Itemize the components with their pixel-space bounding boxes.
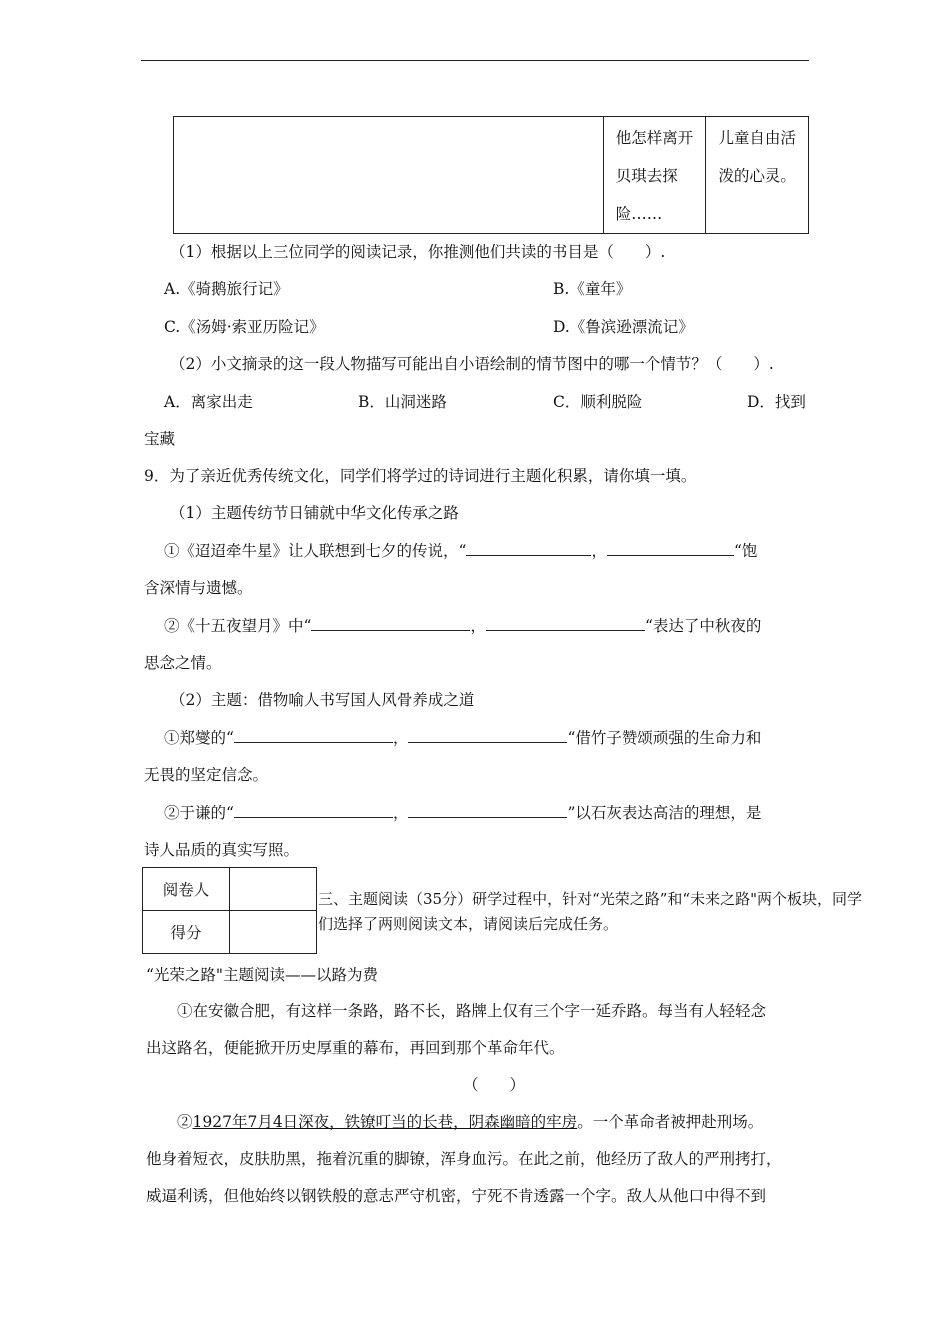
q2-stem: （2）小文摘录的这一段人物描写可能出自小语绘制的情节图中的哪一个情节？（ ）. [170, 355, 774, 373]
score-label: 得分 [143, 911, 230, 954]
answer-blank[interactable] [607, 541, 734, 556]
q9-item3: ①郑燮的“ ， “借竹子赞颂顽强的生命力和 [164, 729, 762, 747]
q2-option-c: C．顺利脱险 [553, 393, 643, 411]
answer-blank[interactable] [408, 803, 567, 818]
q9-item2-cont: 思念之情。 [144, 654, 222, 672]
q2-option-b: B．山洞迷路 [358, 393, 447, 411]
q9-item4: ②于谦的“ ， ”以石灰表达高洁的理想，是 [164, 804, 762, 822]
q2-option-a: A．离家出走 [164, 393, 253, 411]
answer-blank[interactable] [234, 803, 393, 818]
q9-sub2: （2）主题：借物喻人书写国人风骨养成之道 [170, 691, 475, 709]
q1-option-a: A.《骑鹅旅行记》 [164, 280, 289, 298]
q1-option-d: D.《鲁滨逊漂流记》 [553, 318, 694, 336]
reading-blank-paren: （ ） [463, 1076, 526, 1094]
table-cell-theme [706, 117, 809, 234]
q2-option-d: D．找到 [747, 393, 806, 411]
section3-line1: 三、主题阅读（35分）研学过程中，针对“光荣之路”和“未来之路"两个板块，同学 [318, 890, 862, 908]
reading-p2-line3: 威逼利诱，但他始终以钢铁般的意志严守机密，宁死不肯透露一个字。敌人从他口中得不到 [146, 1187, 767, 1205]
answer-blank[interactable] [311, 616, 470, 631]
score-table [142, 867, 317, 954]
q9-item2: ②《十五夜望月》中“ ， “表达了中秋夜的 [164, 617, 762, 635]
q1-stem: （1）根据以上三位同学的阅读记录，你推测他们共读的书目是（ ）. [170, 243, 666, 261]
reading-p2-line1: ②1927年7月4日深夜，铁镣叮当的长巷，阴森幽暗的牢房。一个革命者被押赴刑场。 [177, 1113, 764, 1131]
table-text: 泼的心灵。 [718, 167, 796, 185]
underlined-phrase: 1927年7月4日深夜，铁镣叮当的长巷，阴森幽暗的牢房 [192, 1113, 578, 1131]
table-text: 他怎样离开 [615, 129, 694, 147]
q2-option-d-cont: 宝藏 [144, 430, 176, 448]
q9-title: 9．为了亲近优秀传统文化，同学们将学过的诗词进行主题化积累，请你填一填。 [144, 467, 697, 485]
score-field[interactable] [230, 911, 317, 954]
table-text: 险…… [615, 205, 663, 223]
reading-title: “光荣之路"主题阅读——以路为费 [146, 966, 379, 984]
section3-line2: 们选择了两则阅读文本，请阅读后完成任务。 [318, 915, 619, 933]
answer-blank[interactable] [234, 728, 393, 743]
table-cell-empty [174, 117, 604, 234]
table-text: 贝琪去探 [615, 167, 678, 185]
header-rule [141, 60, 809, 61]
table-text: 儿童自由活 [718, 129, 796, 147]
reviewer-field[interactable] [230, 868, 317, 911]
q9-sub1: （1）主题传纺节日铺就中华文化传承之路 [170, 504, 459, 522]
q9-item1: ①《迢迢牵牛星》让人联想到七夕的传说，“ ， “饱 [164, 542, 758, 560]
q1-option-c: C.《汤姆·索亚历险记》 [164, 318, 325, 336]
q9-item4-cont: 诗人品质的真实写照。 [144, 841, 300, 859]
reading-p1-line1: ①在安徽合肥，有这样一条路，路不长，路牌上仅有三个字一延乔路。每当有人轻轻念 [177, 1002, 767, 1020]
answer-blank[interactable] [486, 616, 645, 631]
q9-item3-cont: 无畏的坚定信念。 [144, 766, 269, 784]
answer-blank[interactable] [408, 728, 567, 743]
reading-p2-line2: 他身着短衣，皮肤肋黑，拖着沉重的脚镣，浑身血污。在此之前，他经历了敌人的严刑拷打， [146, 1150, 782, 1168]
table-cell-plot [603, 117, 706, 234]
q9-item1-cont: 含深情与遗憾。 [144, 579, 253, 597]
reading-record-table [173, 116, 809, 234]
q1-option-b: B.《童年》 [553, 280, 632, 298]
reading-p1-line2: 出这路名，便能掀开历史厚重的幕布，再回到那个革命年代。 [146, 1039, 565, 1057]
answer-blank[interactable] [466, 541, 591, 556]
reviewer-label: 阅卷人 [143, 868, 230, 911]
